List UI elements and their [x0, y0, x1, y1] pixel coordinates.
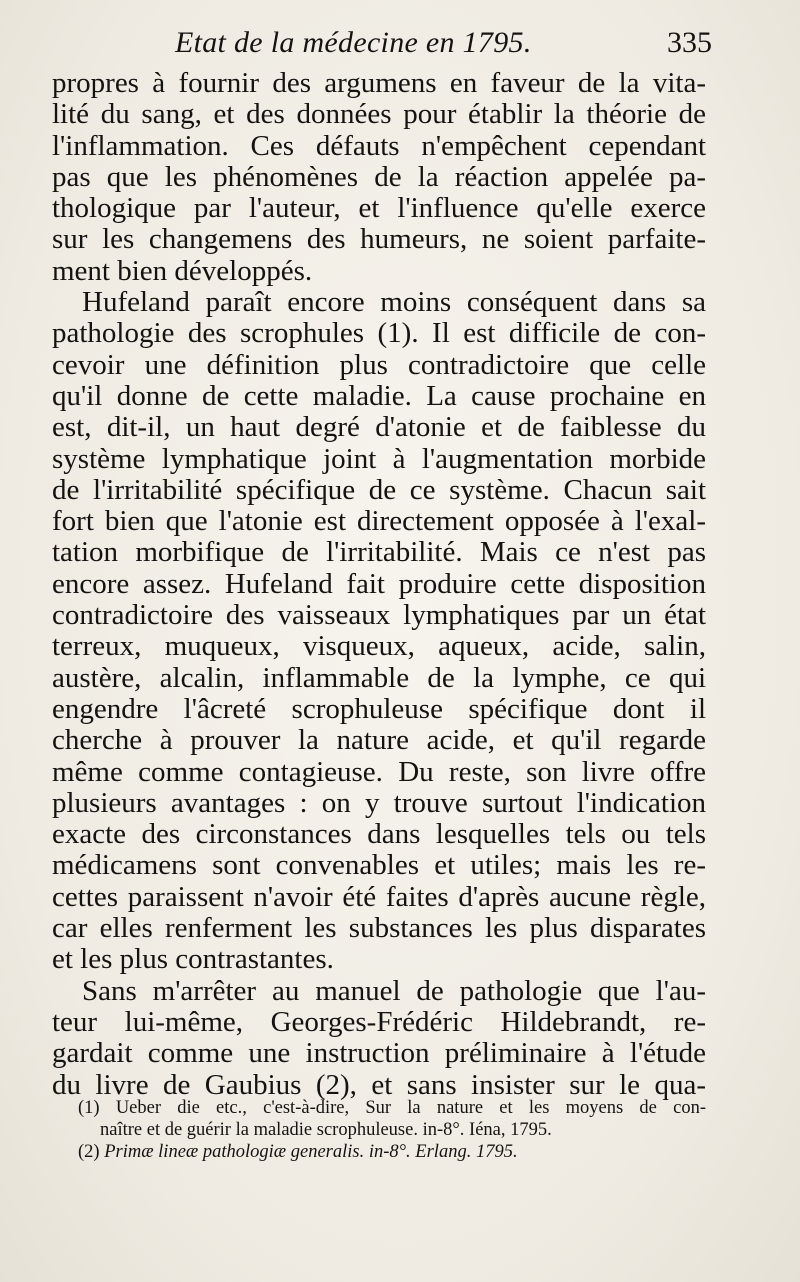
footnotes [78, 1097, 706, 1163]
footnote-2 [78, 1141, 706, 1163]
text-line: exacte des circonstances dans lesquelles tels ou tels [52, 818, 706, 851]
text-line: Hufeland paraît encore moins conséquent dans sa [82, 286, 706, 319]
text-line: engendre l'âcreté scrophuleuse spécifique dont il [52, 692, 706, 725]
footnote-text: Primæ lineæ pathologiæ generalis. in-8°. Erlang. 1795. [104, 1142, 518, 1162]
paragraph-1 [52, 68, 706, 287]
text-line: est, dit-il, un haut degré d'atonie et de faiblesse du [52, 411, 706, 444]
running-head: Etat de la médecine en 1795. [175, 26, 532, 59]
text-line: qu'il donne de cette maladie. La cause prochaine en [52, 379, 706, 412]
text-line: médicamens sont convenables et utiles; mais les re- [52, 849, 706, 882]
text-line: lité du sang, et des données pour établir la théorie de [52, 98, 706, 131]
text-line: cevoir une définition plus contradictoire que celle [52, 348, 706, 381]
footnote-line [78, 1097, 706, 1119]
text-line: terreux, muqueux, visqueux, aqueux, acide, salin, [52, 630, 706, 663]
page-number: 335 [667, 26, 712, 59]
text-line: austère, alcalin, inflammable de la lymphe, ce qui [52, 661, 706, 694]
text-line: Sans m'arrêter au manuel de pathologie que l'au- [82, 974, 706, 1007]
text-line: teur lui-même, Georges-Frédéric Hildebrandt, re- [52, 1005, 706, 1038]
text-line: ment bien développés. [52, 254, 313, 287]
text-line: sur les changemens des humeurs, ne soient parfaite- [52, 223, 706, 256]
text-line: propres à fournir des argumens en faveur de la vita- [52, 67, 706, 99]
text-line: tation morbifique de l'irritabilité. Mais ce n'est pas [52, 536, 706, 569]
text-line: plusieurs avantages : on y trouve surtout l'indication [52, 786, 706, 819]
footnote-marker: (1) [78, 1098, 100, 1118]
text-line: car elles renferment les substances les plus disparates [52, 912, 706, 945]
text-line: du livre de Gaubius (2), et sans insister sur le qua- [52, 1068, 706, 1101]
text-line: fort bien que l'atonie est directement opposée à l'exal- [52, 505, 706, 538]
text-line: de l'irritabilité spécifique de ce système. Chacun sait [52, 473, 706, 506]
text-line: même comme contagieuse. Du reste, son livre offre [52, 755, 706, 788]
page-header [0, 26, 800, 66]
text-line: l'inflammation. Ces défauts n'empêchent cependant [52, 129, 706, 162]
text-line: gardait comme une instruction préliminaire à l'étude [52, 1037, 706, 1070]
text-line: pathologie des scrophules (1). Il est difficile de con- [52, 317, 706, 350]
text-line: contradictoire des vaisseaux lymphatiques par un état [52, 599, 706, 632]
text-line: système lymphatique joint à l'augmentation morbide [52, 442, 706, 475]
footnote-marker: (2) [78, 1142, 100, 1162]
footnote-text: Ueber die etc., c'est-à-dire, Sur la nature et les moyens de con- [115, 1098, 706, 1118]
text-line: encore assez. Hufeland fait produire cette disposition [52, 567, 706, 600]
text-line: pas que les phénomènes de la réaction appelée pa- [52, 160, 706, 193]
footnote-line [78, 1141, 706, 1163]
text-line: et les plus contrastantes. [52, 943, 334, 976]
body-text [52, 68, 706, 1101]
text-line: cherche à prouver la nature acide, et qu'il regarde [52, 724, 706, 757]
footnote-1 [78, 1097, 706, 1141]
footnote-line: naître et de guérir la maladie scrophuleuse. in-8°. Iéna, 1795. [100, 1120, 552, 1140]
text-line: thologique par l'auteur, et l'influence qu'elle exerce [52, 192, 706, 225]
paragraph-2 [52, 287, 706, 976]
paragraph-3 [52, 976, 706, 1101]
text-line: cettes paraissent n'avoir été faites d'après aucune règle, [52, 880, 706, 913]
